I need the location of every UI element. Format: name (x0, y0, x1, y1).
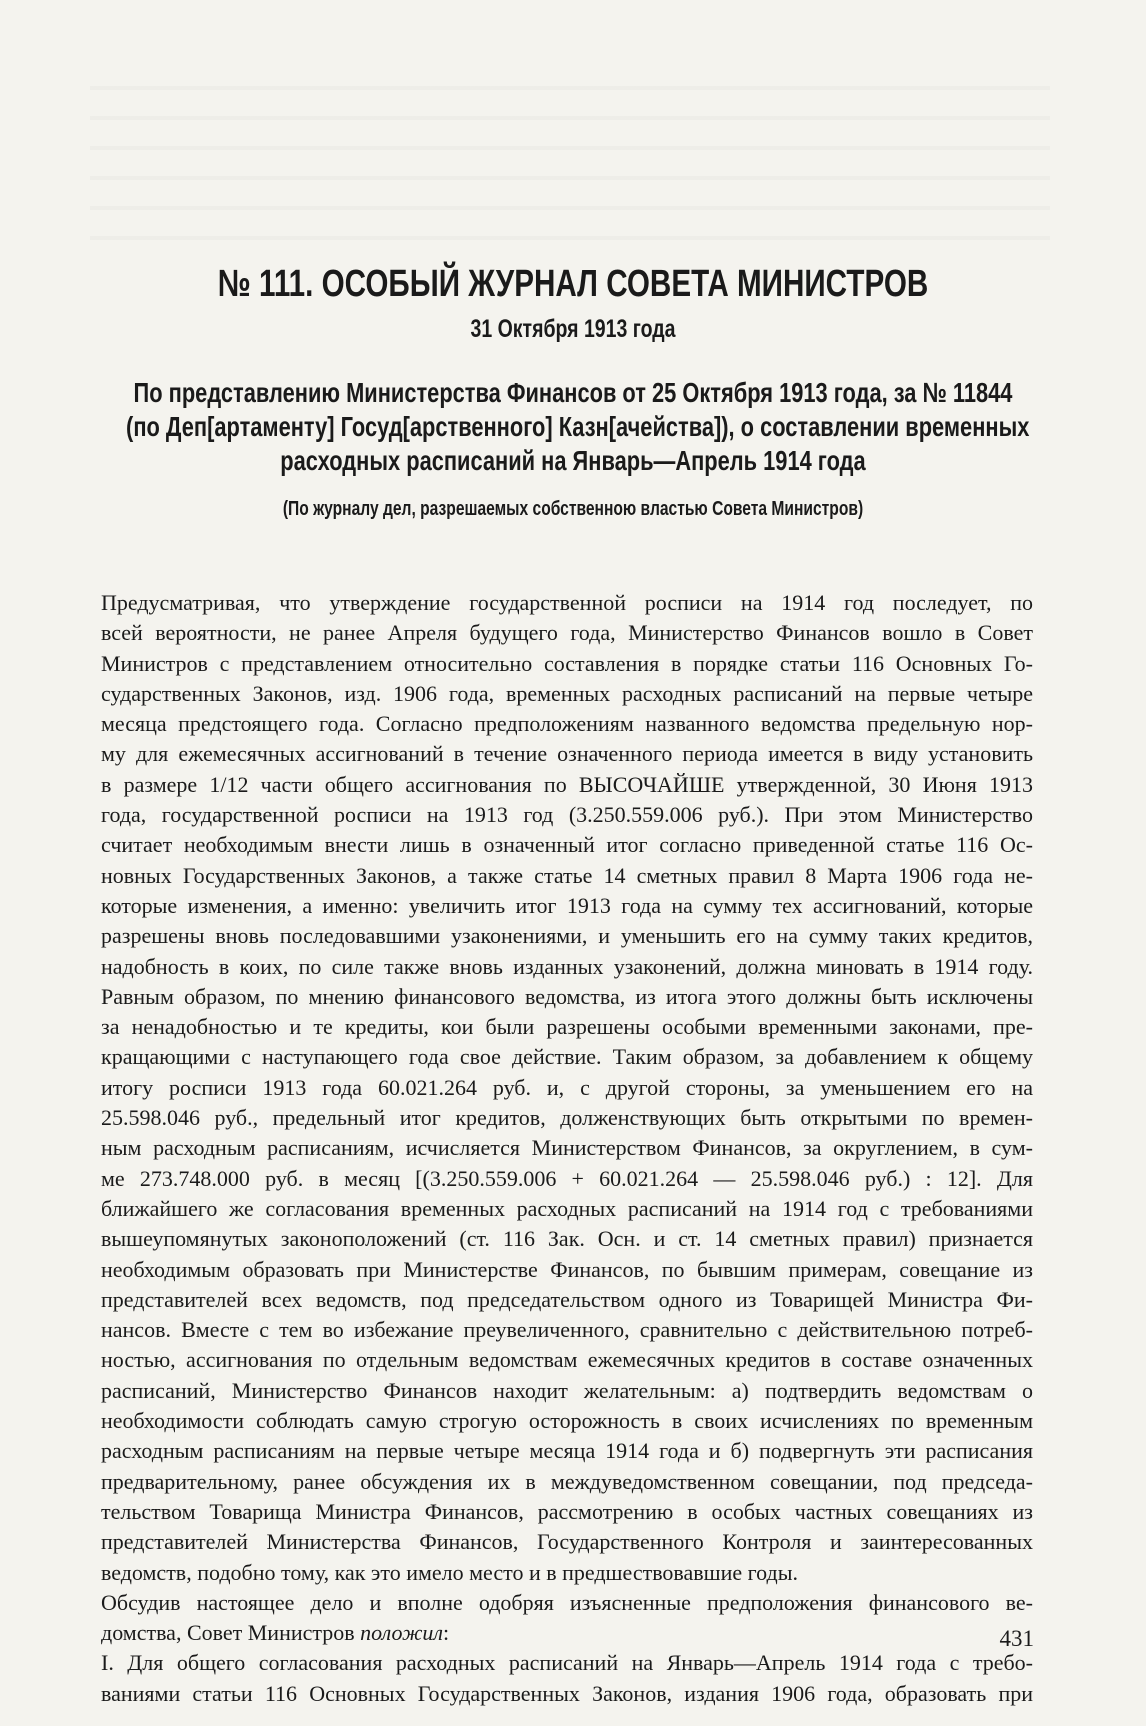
text-line: новных Государственных Законов, а также статье 14 сметных правил 8 Марта 1906 года не- (101, 862, 1033, 888)
text-line: итогу росписи 1913 года 60.021.264 руб. и, с другой стороны, за уменьшением его на (101, 1074, 1033, 1100)
document-date: 31 Октября 1913 года (470, 315, 676, 343)
text-line: предварительному, ранее обсуждения их в междуведомственном совещании, под председа- (101, 1468, 1033, 1494)
text-line: расписаний, Министерство Финансов находит желательным: а) подтвердить ведомствам о (101, 1377, 1033, 1403)
text-line: нансов. Вместе с тем во избежание преувеличенного, сравнительно с действительною потреб- (101, 1317, 1033, 1343)
text-line: Предусматривая, что утверждение государственной росписи на 1914 год последует, по (101, 590, 1033, 615)
text-line: надобность в коих, по силе также вновь изданных узаконений, должна миновать в 1914 году. (101, 953, 1033, 979)
text-line: года, государственной росписи на 1913 год (3.250.559.006 руб.). При этом Министерство (101, 802, 1033, 828)
text-line: ведомств, подобно тому, как это имело место и в предшествовавшие годы. (101, 1559, 798, 1585)
paragraph-2 (101, 1588, 1033, 1649)
text-line: представителей всех ведомств, под председательством одного из Товарищей Министра Фи- (101, 1286, 1033, 1312)
subject-line: расходных расписаний на Январь—Апрель 1914 года (280, 445, 866, 476)
text-line: расходным расписаниям на первые четыре месяца 1914 года и б) подвергнуть эти расписания (101, 1438, 1033, 1464)
text-line: сударственных Законов, изд. 1906 года, временных расходных расписаний на первые четыре (101, 680, 1033, 706)
text-line: Равным образом, по мнению финансового ведомства, из итога этого должны быть исключены (101, 983, 1033, 1009)
text-line: ближайшего же согласования временных расходных расписаний на 1914 год с требованиями (101, 1195, 1033, 1221)
text-line: разрешены вновь последовавшими узаконениями, и уменьшить его на сумму таких кредитов, (101, 923, 1033, 949)
text-line: вышеупомянутых законоположений (ст. 116 Зак. Осн. и ст. 14 сметных правил) признается (101, 1226, 1033, 1252)
colon: : (443, 1620, 450, 1646)
page-number: 431 (999, 1626, 1034, 1651)
italic-verb: положил (360, 1620, 443, 1646)
text-line: му для ежемесячных ассигнований в течение означенного периода имеется в виду установить (101, 741, 1033, 767)
paragraph-1 (101, 588, 1033, 1588)
text-line (101, 1618, 1033, 1648)
text-line: считает необходимым внести лишь в означенный итог согласно приведенной статье 116 Ос- (101, 832, 1033, 858)
subject-line: (по Деп[артаменту] Госуд[арственного] Казн[ачейства]), о составлении временных (126, 411, 1030, 442)
text-line: ме 273.748.000 руб. в месяц [(3.250.559.006 + 60.021.264 — 25.598.046 руб.) : 12]. Для (101, 1165, 1033, 1191)
text-line: представителей Министерства Финансов, Государственного Контроля и заинтересованных (101, 1529, 1033, 1555)
text-line: Министров с представлением относительно составления в порядке статьи 116 Основных Го- (101, 650, 1033, 676)
text-line: I. Для общего согласования расходных расписаний на Январь—Апрель 1914 года с требо- (101, 1650, 1033, 1676)
text-line: всей вероятности, не ранее Апреля будущего года, Министерство Финансов вошло в Совет (101, 620, 1033, 646)
text-line: в размере 1/12 части общего ассигнования по ВЫСОЧАЙШЕ утвержденной, 30 Июня 1913 (101, 771, 1033, 797)
text-line: 25.598.046 руб., предельный итог кредитов, долженствующих быть открытыми по времен- (101, 1105, 1033, 1131)
document-subject (0, 376, 1146, 478)
body-text (101, 588, 1033, 1709)
subject-line: По представлению Министерства Финансов от 25 Октября 1913 года, за № 11844 (133, 377, 1013, 408)
text-line: необходимым образовать при Министерстве Финансов, по бывшим примерам, совещание из (101, 1256, 1033, 1282)
paragraph-3 (101, 1648, 1033, 1709)
text-line: кращающими с наступающего года свое действие. Таким образом, за добавлением к общему (101, 1044, 1033, 1070)
text-line: ным расходным расписаниям, исчисляется Министерством Финансов, за округлением, в сум- (101, 1135, 1033, 1161)
text-line: ваниями статьи 116 Основных Государственных Законов, издания 1906 года, образовать при (101, 1680, 1033, 1706)
text-line: ностью, ассигнования по отдельным ведомствам ежемесячных кредитов в составе означенных (101, 1347, 1033, 1373)
text-line: Обсудив настоящее дело и вполне одобряя изъясненные предположения финансового ве- (101, 1589, 1033, 1615)
document-title: № 111. ОСОБЫЙ ЖУРНАЛ СОВЕТА МИНИСТРОВ (217, 263, 929, 305)
text-line: тельством Товарища Министра Финансов, рассмотрению в особых частных совещаниях из (101, 1498, 1033, 1524)
text-line: за ненадобностью и те кредиты, кои были разрешены особыми временными законами, пре- (101, 1014, 1033, 1040)
text-fragment: домства, Совет Министров (101, 1620, 355, 1646)
text-line: необходимости соблюдать самую строгую осторожность в своих исчислениях по временным (101, 1408, 1033, 1434)
text-line: которые изменения, а именно: увеличить итог 1913 года на сумму тех ассигнований, которые (101, 892, 1033, 918)
bleed-through-shadow (90, 60, 1050, 240)
text-line: месяца предстоящего года. Согласно предположениям названного ведомства предельную нор- (101, 711, 1033, 737)
document-note: (По журналу дел, разрешаемых собственною властью Совета Министров) (282, 498, 864, 520)
